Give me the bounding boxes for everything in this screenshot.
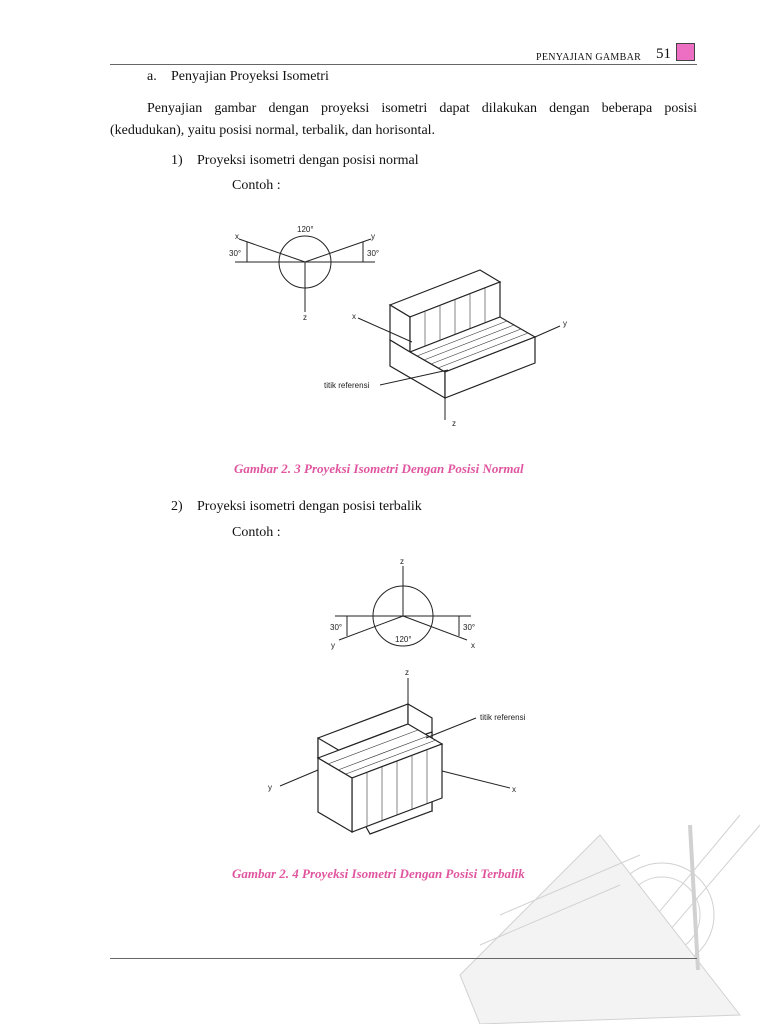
axis-label-x: x [471, 641, 475, 650]
item-number: 1) [171, 153, 183, 168]
object-axis-label-y: y [268, 783, 272, 792]
item-text: Proyeksi isometri dengan posisi normal [197, 153, 419, 168]
object-axis-label-y: y [563, 319, 567, 328]
reference-label: titik referensi [480, 713, 526, 722]
intro-paragraph: Penyajian gambar dengan proyeksi isometri dapat dilakukan dengan beberapa posisi (kedudukan), yaitu posisi normal, terbalik, dan horisontal. [110, 101, 697, 138]
angle-label-top: 120° [297, 225, 314, 234]
angle-label-left: 30° [229, 249, 242, 258]
x-axis-extension [442, 771, 510, 788]
x-axis-line [239, 239, 305, 262]
object-axis-label-z: z [405, 668, 409, 677]
y-axis-line [339, 616, 403, 640]
item-number: 2) [171, 499, 183, 514]
reference-label: titik referensi [324, 381, 370, 390]
example-label: Contoh : [232, 525, 281, 540]
axis-label-z: z [303, 313, 307, 322]
angle-label-bottom: 120° [395, 635, 412, 644]
axis-label-x: x [235, 232, 239, 241]
page-number: 51 [656, 46, 671, 62]
header-title: PENYAJIAN GAMBAR [536, 52, 642, 63]
header-rule [110, 64, 697, 65]
isometric-axis-diagram-inverted [325, 556, 485, 656]
object-axis-label-x: x [352, 312, 356, 321]
isometric-object-normal [320, 270, 580, 430]
x-axis-line [403, 616, 467, 640]
angle-label-right: 30° [367, 249, 380, 258]
item-text: Proyeksi isometri dengan posisi terbalik [197, 499, 422, 514]
reference-leader-line [426, 718, 476, 738]
footer-rule [110, 958, 697, 959]
object-axis-label-z: z [452, 419, 456, 428]
section-heading: Penyajian Proyeksi Isometri [171, 69, 329, 84]
drawing-tools-watermark [440, 795, 768, 1024]
figure-caption: Gambar 2. 3 Proyeksi Isometri Dengan Posisi Normal [234, 461, 524, 476]
axis-label-y: y [331, 641, 335, 650]
angle-label-right: 30° [463, 623, 476, 632]
y-axis-extension [280, 770, 318, 786]
header-accent-box [676, 43, 695, 61]
object-axis-label-x: x [512, 785, 516, 794]
axis-label-z: z [400, 557, 404, 566]
figure-caption: Gambar 2. 4 Proyeksi Isometri Dengan Posisi Terbalik [232, 866, 525, 881]
angle-label-left: 30° [330, 623, 343, 632]
example-label: Contoh : [232, 178, 281, 193]
axis-label-y: y [371, 232, 375, 241]
y-axis-line [305, 239, 371, 262]
section-marker: a. [147, 69, 157, 84]
y-axis-extension [535, 326, 560, 337]
